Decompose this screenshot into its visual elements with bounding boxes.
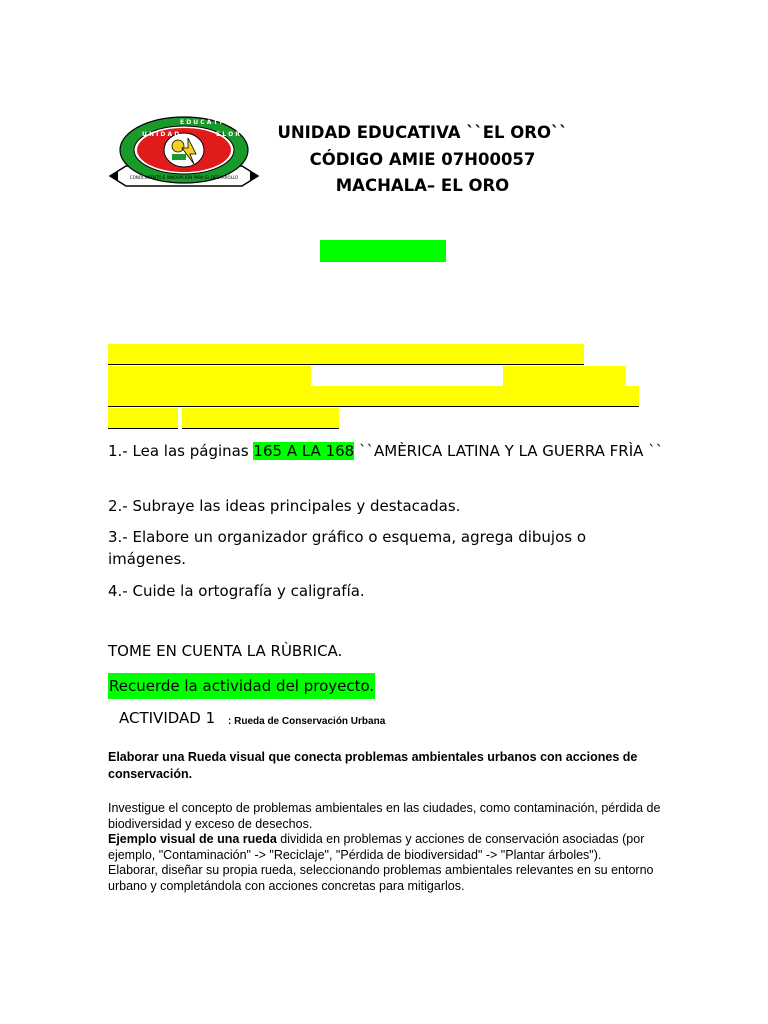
green-highlight-block	[320, 240, 446, 262]
svg-text:E L O R O: E L O R O	[216, 131, 248, 138]
activity-objective: Elaborar una Rueda visual que conecta problemas ambientales urbanos con acciones de conservación.	[108, 750, 638, 781]
school-header	[250, 120, 595, 200]
fill-line-2a[interactable]	[108, 366, 311, 387]
fill-line-3[interactable]	[108, 386, 639, 407]
activity-paragraph-3: Elaborar, diseñar su propia rueda, seleccionando problemas ambientales relevantes en su entorno urbano y completándola con acciones concretas para mitigarlos.	[108, 863, 654, 893]
school-code: CÓDIGO AMIE 07H00057	[309, 149, 536, 169]
pages-highlight: 165 A LA 168	[253, 442, 355, 460]
activity-title: ACTIVIDAD 1	[119, 709, 216, 727]
activity-paragraph-1: Investigue el concepto de problemas ambientales en las ciudades, como contaminación, pérdida de biodiversidad y exceso de desechos.	[108, 801, 661, 831]
fill-line-1[interactable]	[108, 344, 584, 365]
activity-paragraph-2: Ejemplo visual de una rueda dividida en problemas y acciones de conservación asociadas (por ejemplo, "Contaminación" -> "Reciclaje", "Pérdida de biodiversidad" -> "Plantar árboles").	[108, 832, 645, 862]
activity-subtitle: : Rueda de Conservación Urbana	[228, 716, 386, 727]
svg-text:E D U C A T I V A: E D U C A T I V A	[180, 119, 236, 126]
project-reminder: Recuerde la actividad del proyecto.	[108, 673, 375, 699]
fill-line-2b[interactable]	[503, 366, 626, 387]
fill-line-4b[interactable]	[182, 408, 339, 429]
svg-text:CONOCIMIENTO E INNOVACIÓN PARA: CONOCIMIENTO E INNOVACIÓN PARA EL DESARROLLO	[129, 175, 239, 180]
svg-text:U N I D A D: U N I D A D	[142, 131, 180, 138]
instruction-3: 3.- Elabore un organizador gráfico o esquema, agrega dibujos o imágenes.	[108, 528, 587, 568]
school-logo	[108, 114, 260, 188]
instruction-2: 2.- Subraye las ideas principales y destacadas.	[108, 497, 461, 515]
activity-description	[108, 801, 668, 894]
school-name: UNIDAD EDUCATIVA ``EL ORO``	[277, 123, 568, 142]
school-location: MACHALA– EL ORO	[335, 176, 510, 195]
fill-line-4a[interactable]	[108, 408, 178, 429]
instruction-1: 1.- Lea las páginas 165 A LA 168 ``AMÈRICA LATINA Y LA GUERRA FRÌA ``	[108, 442, 664, 460]
rubrica-note: TOME EN CUENTA LA RÙBRICA.	[108, 642, 343, 660]
instruction-4: 4.- Cuide la ortografía y caligrafía.	[108, 582, 365, 600]
